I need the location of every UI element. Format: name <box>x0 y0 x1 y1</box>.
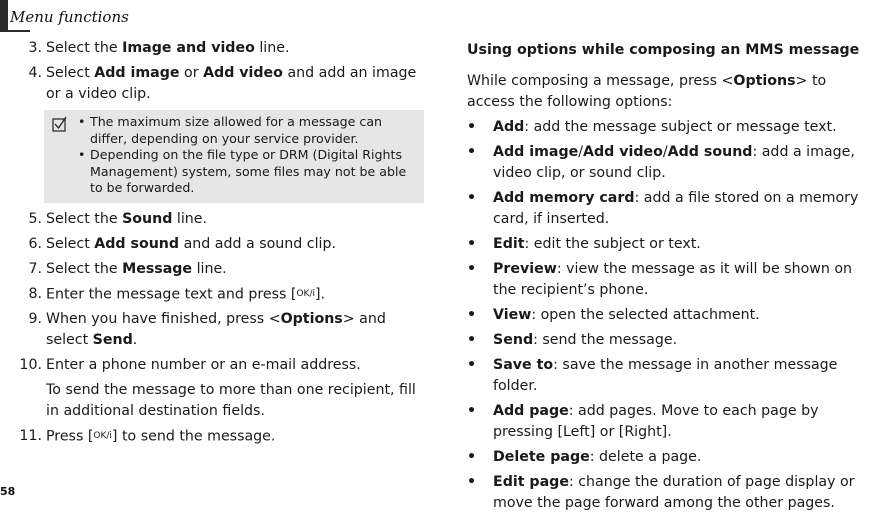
step-text: Enter the message text and press [OK/i]. <box>46 284 424 306</box>
option-text: View: open the selected attachment. <box>493 307 760 323</box>
options-list <box>467 117 872 514</box>
option-text: Send: send the message. <box>493 332 678 348</box>
step-number: 10. <box>19 357 42 373</box>
note-item: • Depending on the file type or DRM (Digital Rights Management) system, some files may not be able to be forwarded. <box>78 147 407 195</box>
step-item <box>12 426 424 448</box>
steps-column <box>12 38 424 448</box>
option-text: Delete page: delete a page. <box>493 449 702 465</box>
step-text: Select the Image and video line. <box>46 40 290 56</box>
step-number: 5. <box>28 210 42 227</box>
note-box <box>44 110 424 203</box>
option-item: • Edit page: change the duration of page display or move the page forward among the other pages. <box>467 474 855 511</box>
step-text: Press [OK/i] to send the message. <box>46 426 424 448</box>
option-item: • Send: send the message. <box>467 332 678 348</box>
option-text: Add image/Add video/Add sound: add a image, video clip, or sound clip. <box>493 144 855 181</box>
step-item <box>12 259 424 280</box>
option-text: Preview: view the message as it will be shown on the recipient’s phone. <box>493 261 853 298</box>
option-item: • Add: add the message subject or message text. <box>467 119 837 135</box>
option-text: Edit page: change the duration of page display or move the page forward among the other pages. <box>493 474 855 511</box>
note-item: • The maximum size allowed for a message can differ, depending on your service provider. <box>78 114 383 146</box>
step-text: When you have finished, press <Options> and select Send. <box>46 311 386 348</box>
step-number: 6. <box>28 235 42 252</box>
option-item: • Preview: view the message as it will be shown on the recipient’s phone. <box>467 261 853 298</box>
step-text: Select the Sound line. <box>46 210 208 227</box>
option-item: • Add page: add pages. Move to each page by pressing [Left] or [Right]. <box>467 403 819 440</box>
option-text: Edit: edit the subject or text. <box>493 236 701 252</box>
step-item <box>12 284 424 306</box>
step-subtext: To send the message to more than one recipient, fill in additional destination fields. <box>46 382 416 419</box>
option-item: • View: open the selected attachment. <box>467 307 760 323</box>
option-text: Add memory card: add a file stored on a memory card, if inserted. <box>493 190 859 227</box>
option-item: • Edit: edit the subject or text. <box>467 236 701 252</box>
step-text: Select Add sound and add a sound clip. <box>46 235 336 252</box>
step-item <box>12 209 424 230</box>
option-text: Add page: add pages. Move to each page by pressing [Left] or [Right]. <box>493 403 819 440</box>
page-number: 58 <box>0 485 16 498</box>
step-item <box>12 234 424 255</box>
step-text: Select the Message line. <box>46 260 227 277</box>
header-bar <box>0 0 8 32</box>
step-text: Select Add image or Add video and add an image or a video clip. <box>46 65 417 102</box>
option-text: Save to: save the message in another message folder. <box>493 357 838 394</box>
option-item: • Add image/Add video/Add sound: add a image, video clip, or sound clip. <box>467 144 855 181</box>
option-item: • Add memory card: add a file stored on a memory card, if inserted. <box>467 190 859 227</box>
section-intro: While composing a message, press <Options> to access the following options: <box>467 73 827 110</box>
option-item: • Save to: save the message in another message folder. <box>467 357 838 394</box>
ok-key-icon: OK/i <box>296 288 315 299</box>
step-text: Enter a phone number or an e-mail address. <box>46 357 361 373</box>
step-item <box>12 355 424 376</box>
step-item <box>12 309 424 351</box>
option-text: Add: add the message subject or message text. <box>493 119 837 135</box>
step-number: 3. <box>28 40 42 56</box>
options-column <box>467 40 872 514</box>
header-rule <box>0 30 30 32</box>
step-number: 9. <box>28 311 42 327</box>
step-number: 7. <box>28 260 42 277</box>
page-header-title: Menu functions <box>10 8 129 26</box>
step-number: 4. <box>28 65 42 81</box>
step-item <box>12 38 424 59</box>
option-item: • Delete page: delete a page. <box>467 449 702 465</box>
step-number: 11. <box>19 428 42 444</box>
checkbox-note-icon <box>52 116 68 132</box>
ok-key-icon: OK/i <box>93 431 112 441</box>
step-number: 8. <box>28 285 42 302</box>
section-heading: Using options while composing an MMS message <box>467 42 860 58</box>
step-item <box>12 63 424 105</box>
